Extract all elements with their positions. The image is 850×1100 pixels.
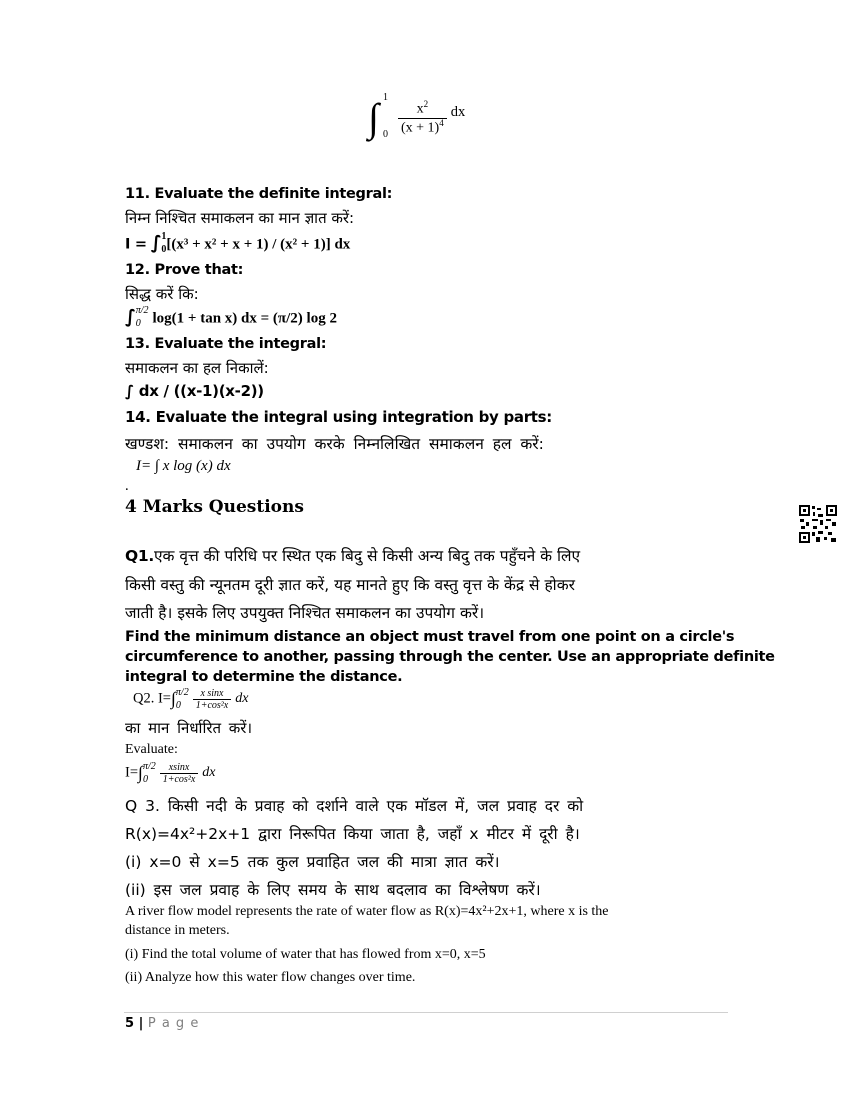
q13-title: 13. Evaluate the integral: [125,336,327,352]
q3-english-line2: distance in meters. [125,923,230,938]
q12-formula: ∫ π/2 0 log(1 + tan x) dx = (π/2) log 2 [125,305,337,329]
q13-formula: ∫ dx / ((x-1)(x-2)) [125,382,264,400]
q11-title: 11. Evaluate the definite integral: [125,186,393,202]
q2-hindi: का मान निर्धारित करें। [125,719,253,737]
q13-hindi: समाकलन का हल निकालें: [125,359,269,377]
q11-formula: I = ∫ 1 0 [(x³ + x² + x + 1) / (x² + 1)] dx [125,231,351,255]
q12-hindi: सिद्ध करें कि: [125,285,199,303]
q3-hindi-line1: Q 3. किसी नदी के प्रवाह को दर्शाने वाले एक मॉडल में, जल प्रवाह दर को [125,797,584,815]
q1-english-line1: Find the minimum distance an object must travel from one point on a circle's [125,629,735,645]
q2-formula-2: I=∫ π/2 0 $\frac{xsinx}{\text{1+cos²x}}$ dx [125,761,216,785]
qr-code-icon [798,504,838,544]
q1-line1: Q1.एक वृत्त की परिधि पर स्थित एक बिदु से किसी अन्य बिदु तक पहुँचने के लिए [125,547,581,565]
q2-formula: Q2. I=∫ π/2 0 $\frac{\text{x sinx}}{\text{1+cos²x}}$ dx [133,687,249,711]
q1-english-line3: integral to determine the distance. [125,669,403,685]
footer-divider [124,1012,728,1013]
q12-title: 12. Prove that: [125,262,244,278]
q3-hindi-line4: (ii) इस जल प्रवाह के लिए समय के साथ बदलाव का विश्लेषण करें। [125,881,541,899]
q14-formula: I= ∫ x log (x) dx [136,458,231,474]
top-integral: ∫ 1 0 $\frac{x^2}{(x + 1)^4}$ dx [368,92,466,140]
q14-title: 14. Evaluate the integral using integration by parts: [125,408,552,426]
q3-english-line3: (i) Find the total volume of water that has flowed from x=0, x=5 [125,947,486,962]
q1-line2: किसी वस्तु की न्यूनतम दूरी ज्ञात करें, यह मानते हुए कि वस्तु वृत्त के केंद्र से होकर [125,576,575,594]
q3-hindi-line3: (i) x=0 से x=5 तक कुल प्रवाहित जल की मात्रा ज्ञात करें। [125,853,500,871]
q3-english-line1: A river flow model represents the rate of water flow as R(x)=4x²+2x+1, where x is the [125,904,609,919]
page-footer: 5 | P a g e [125,1016,200,1031]
q11-hindi: निम्न निश्चित समाकलन का मान ज्ञात करें: [125,209,355,227]
q3-english-line4: (ii) Analyze how this water flow changes over time. [125,970,416,985]
dot: . [125,478,129,494]
q1-line3: जाती है। इसके लिए उपयुक्त निश्चित समाकलन का उपयोग करें। [125,604,485,622]
q14-hindi: खण्डश: समाकलन का उपयोग करके निम्नलिखित समाकलन हल करें: [125,435,544,453]
q3-hindi-line2: R(x)=4x²+2x+1 द्वारा निरूपित किया जाता है, जहाँ x मीटर में दूरी है। [125,825,580,843]
q2-evaluate: Evaluate: [125,742,178,757]
section-title: 4 Marks Questions [125,497,304,517]
q1-english-line2: circumference to another, passing through the center. Use an appropriate definite [125,649,775,665]
